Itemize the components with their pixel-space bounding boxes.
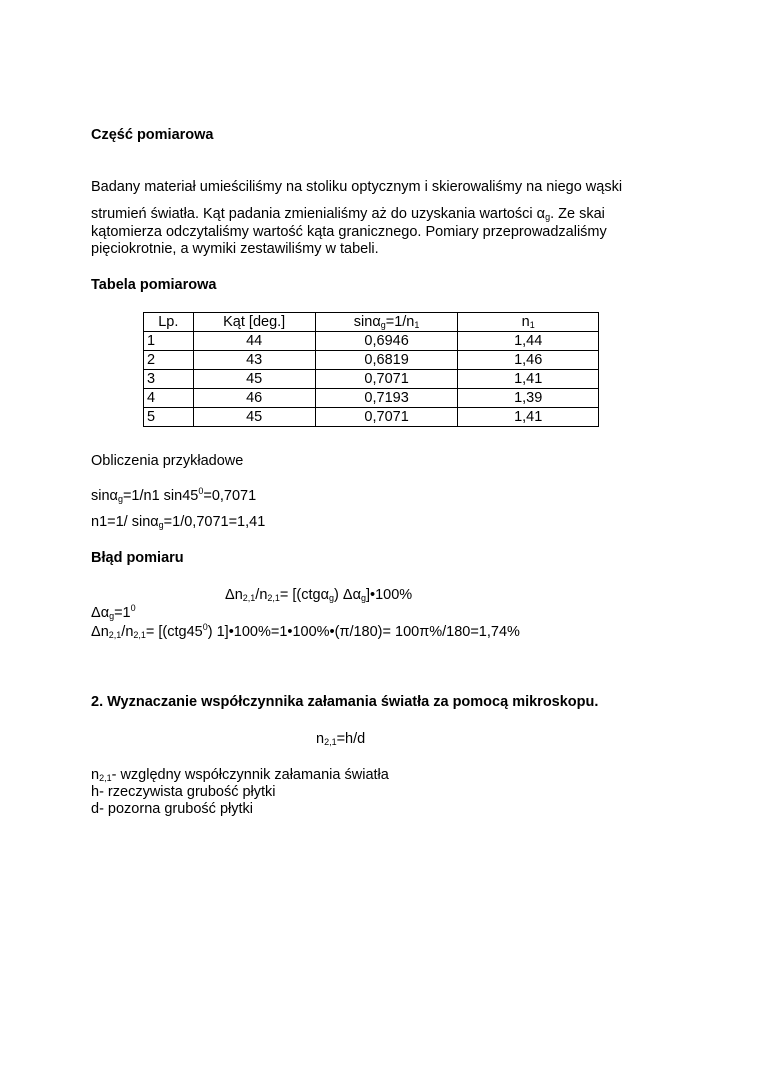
measurement-table [143, 312, 599, 427]
table-row [144, 332, 599, 351]
cell-angle: 45 [193, 370, 315, 389]
cell-sin: 0,6946 [315, 332, 458, 351]
error-heading: Błąd pomiaru [91, 550, 184, 566]
error-line-2: $\Delta\alpha_g=1^0$ [91, 603, 136, 621]
cell-n: 1,41 [458, 370, 599, 389]
cell-angle: 45 [193, 408, 315, 427]
calc-heading: Obliczenia przykładowe [91, 453, 244, 469]
cell-sin: 0,7193 [315, 389, 458, 408]
table-row [144, 389, 599, 408]
paragraph-line-2: strumień światła. Kąt padania zmienialiśmy aż do uzyskania wartości $\alpha_g$. Ze skai [91, 206, 605, 222]
header-lp: Lp. [144, 313, 194, 332]
table-row [144, 408, 599, 427]
table-row [144, 351, 599, 370]
definition-n21: $n_{2,1}-$ względny współczynnik załamania światła [91, 767, 389, 783]
table-row [144, 370, 599, 389]
calc-line-1: sinα$_g$=1/n1 $\sin 45^0=0,7071$ [91, 486, 257, 504]
cell-lp: 2 [144, 351, 194, 370]
header-sin: $\sin\alpha_g=1/n_1$ [315, 313, 458, 332]
paragraph-line-4: pięciokrotnie, a wymiki zestawiliśmy w tabeli. [91, 241, 379, 257]
cell-n: 1,44 [458, 332, 599, 351]
paragraph-line-2-end: Ze skai [554, 206, 605, 222]
table-header-row [144, 313, 599, 332]
cell-lp: 3 [144, 370, 194, 389]
section-heading-microscope: 2. Wyznaczanie współczynnika załamania światła za pomocą mikroskopu. [91, 694, 599, 710]
table-title: Tabela pomiarowa [91, 277, 217, 293]
header-n: $n_1$ [458, 313, 599, 332]
alpha-symbol: α [536, 206, 546, 222]
cell-sin: 0,6819 [315, 351, 458, 370]
cell-angle: 43 [193, 351, 315, 370]
error-line-3: $\Delta n_{2,1}/n_{2,1}= [(ctg45^0)$ 1]•100%=1•100%•(π/180)= 100π%/180=1,74% [91, 622, 520, 640]
cell-angle: 44 [193, 332, 315, 351]
cell-n: 1,39 [458, 389, 599, 408]
paragraph-line-2-text: strumień światła. Kąt padania zmienialiśmy aż do uzyskania wartości [91, 206, 537, 222]
alpha-subscript: g [545, 212, 551, 222]
cell-lp: 5 [144, 408, 194, 427]
cell-sin: 0,7071 [315, 370, 458, 389]
calc-line-2: n1=1/ sinα$_g$=1/0,7071=1,41 [91, 514, 266, 530]
definition-h: h- rzeczywista grubość płytki [91, 784, 276, 800]
cell-lp: 1 [144, 332, 194, 351]
definition-d: d- pozorna grubość płytki [91, 801, 253, 817]
formula-n21: $n_{2,1}=h/d$ [316, 731, 366, 747]
paragraph-line-1: Badany materiał umieściliśmy na stoliku optycznym i skierowaliśmy na niego wąski [91, 179, 623, 195]
section-heading-measurement: Część pomiarowa [91, 127, 214, 143]
error-formula: $\Delta n_{2,1}/n_{2,1}= [(ctg\alpha_g)$ $\Delta\alpha_g]•100\%$ [225, 587, 413, 603]
cell-n: 1,41 [458, 408, 599, 427]
cell-lp: 4 [144, 389, 194, 408]
header-angle: Kąt [deg.] [193, 313, 315, 332]
cell-angle: 46 [193, 389, 315, 408]
cell-n: 1,46 [458, 351, 599, 370]
paragraph-line-3: kątomierza odczytaliśmy wartość kąta granicznego. Pomiary przeprowadzaliśmy [91, 224, 607, 240]
cell-sin: 0,7071 [315, 408, 458, 427]
